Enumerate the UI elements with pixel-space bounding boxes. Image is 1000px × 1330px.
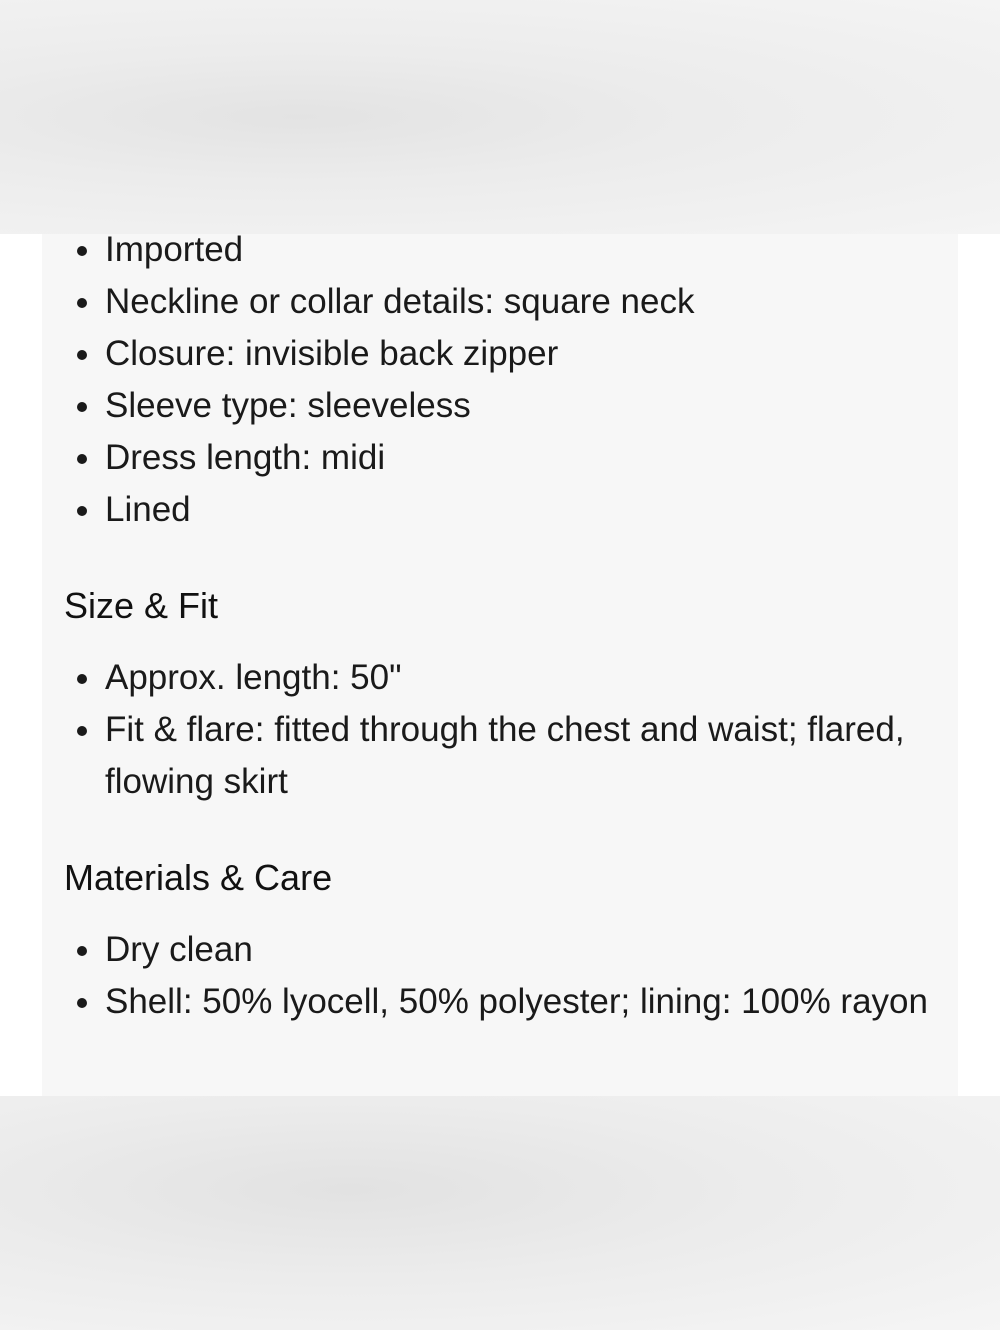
bullet-icon — [77, 402, 87, 412]
background-right-margin — [958, 234, 1000, 1096]
bullet-icon — [77, 298, 87, 308]
bullet-icon — [77, 454, 87, 464]
list-item-text: Shell: 50% lyocell, 50% polyester; lining: 100% rayon — [105, 982, 928, 1021]
bullet-icon — [77, 246, 87, 256]
bullet-icon — [77, 350, 87, 360]
list-item — [64, 328, 934, 380]
blurred-background-top — [0, 0, 1000, 234]
materials-care-list — [64, 924, 934, 1028]
list-item-text: Dress length: midi — [105, 438, 386, 477]
bullet-icon — [77, 506, 87, 516]
list-item — [64, 652, 934, 704]
background-left-margin — [0, 234, 42, 1096]
bullet-icon — [77, 946, 87, 956]
list-item-text: Closure: invisible back zipper — [105, 334, 559, 373]
list-item — [64, 234, 934, 276]
list-item — [64, 704, 934, 808]
details-list — [64, 234, 934, 536]
bullet-icon — [77, 998, 87, 1008]
bullet-icon — [77, 674, 87, 684]
list-item — [64, 484, 934, 536]
list-item — [64, 432, 934, 484]
list-item-text: Lined — [105, 490, 191, 529]
size-fit-list — [64, 652, 934, 808]
list-item — [64, 380, 934, 432]
list-item — [64, 276, 934, 328]
list-item-text: Dry clean — [105, 930, 253, 969]
size-fit-heading: Size & Fit — [64, 585, 219, 626]
list-item — [64, 976, 934, 1028]
blurred-background-bottom — [0, 1096, 1000, 1330]
list-item — [64, 924, 934, 976]
list-item-text: Neckline or collar details: square neck — [105, 282, 695, 321]
list-item-text: Sleeve type: sleeveless — [105, 386, 471, 425]
materials-care-heading: Materials & Care — [64, 857, 333, 898]
list-item-text: Fit & flare: fitted through the chest and waist; flared, flowing skirt — [105, 710, 905, 801]
product-details-panel — [42, 234, 958, 1096]
product-details-content — [64, 234, 934, 1028]
list-item-text: Approx. length: 50" — [105, 658, 402, 697]
bullet-icon — [77, 726, 87, 736]
list-item-text: Imported — [105, 234, 244, 269]
